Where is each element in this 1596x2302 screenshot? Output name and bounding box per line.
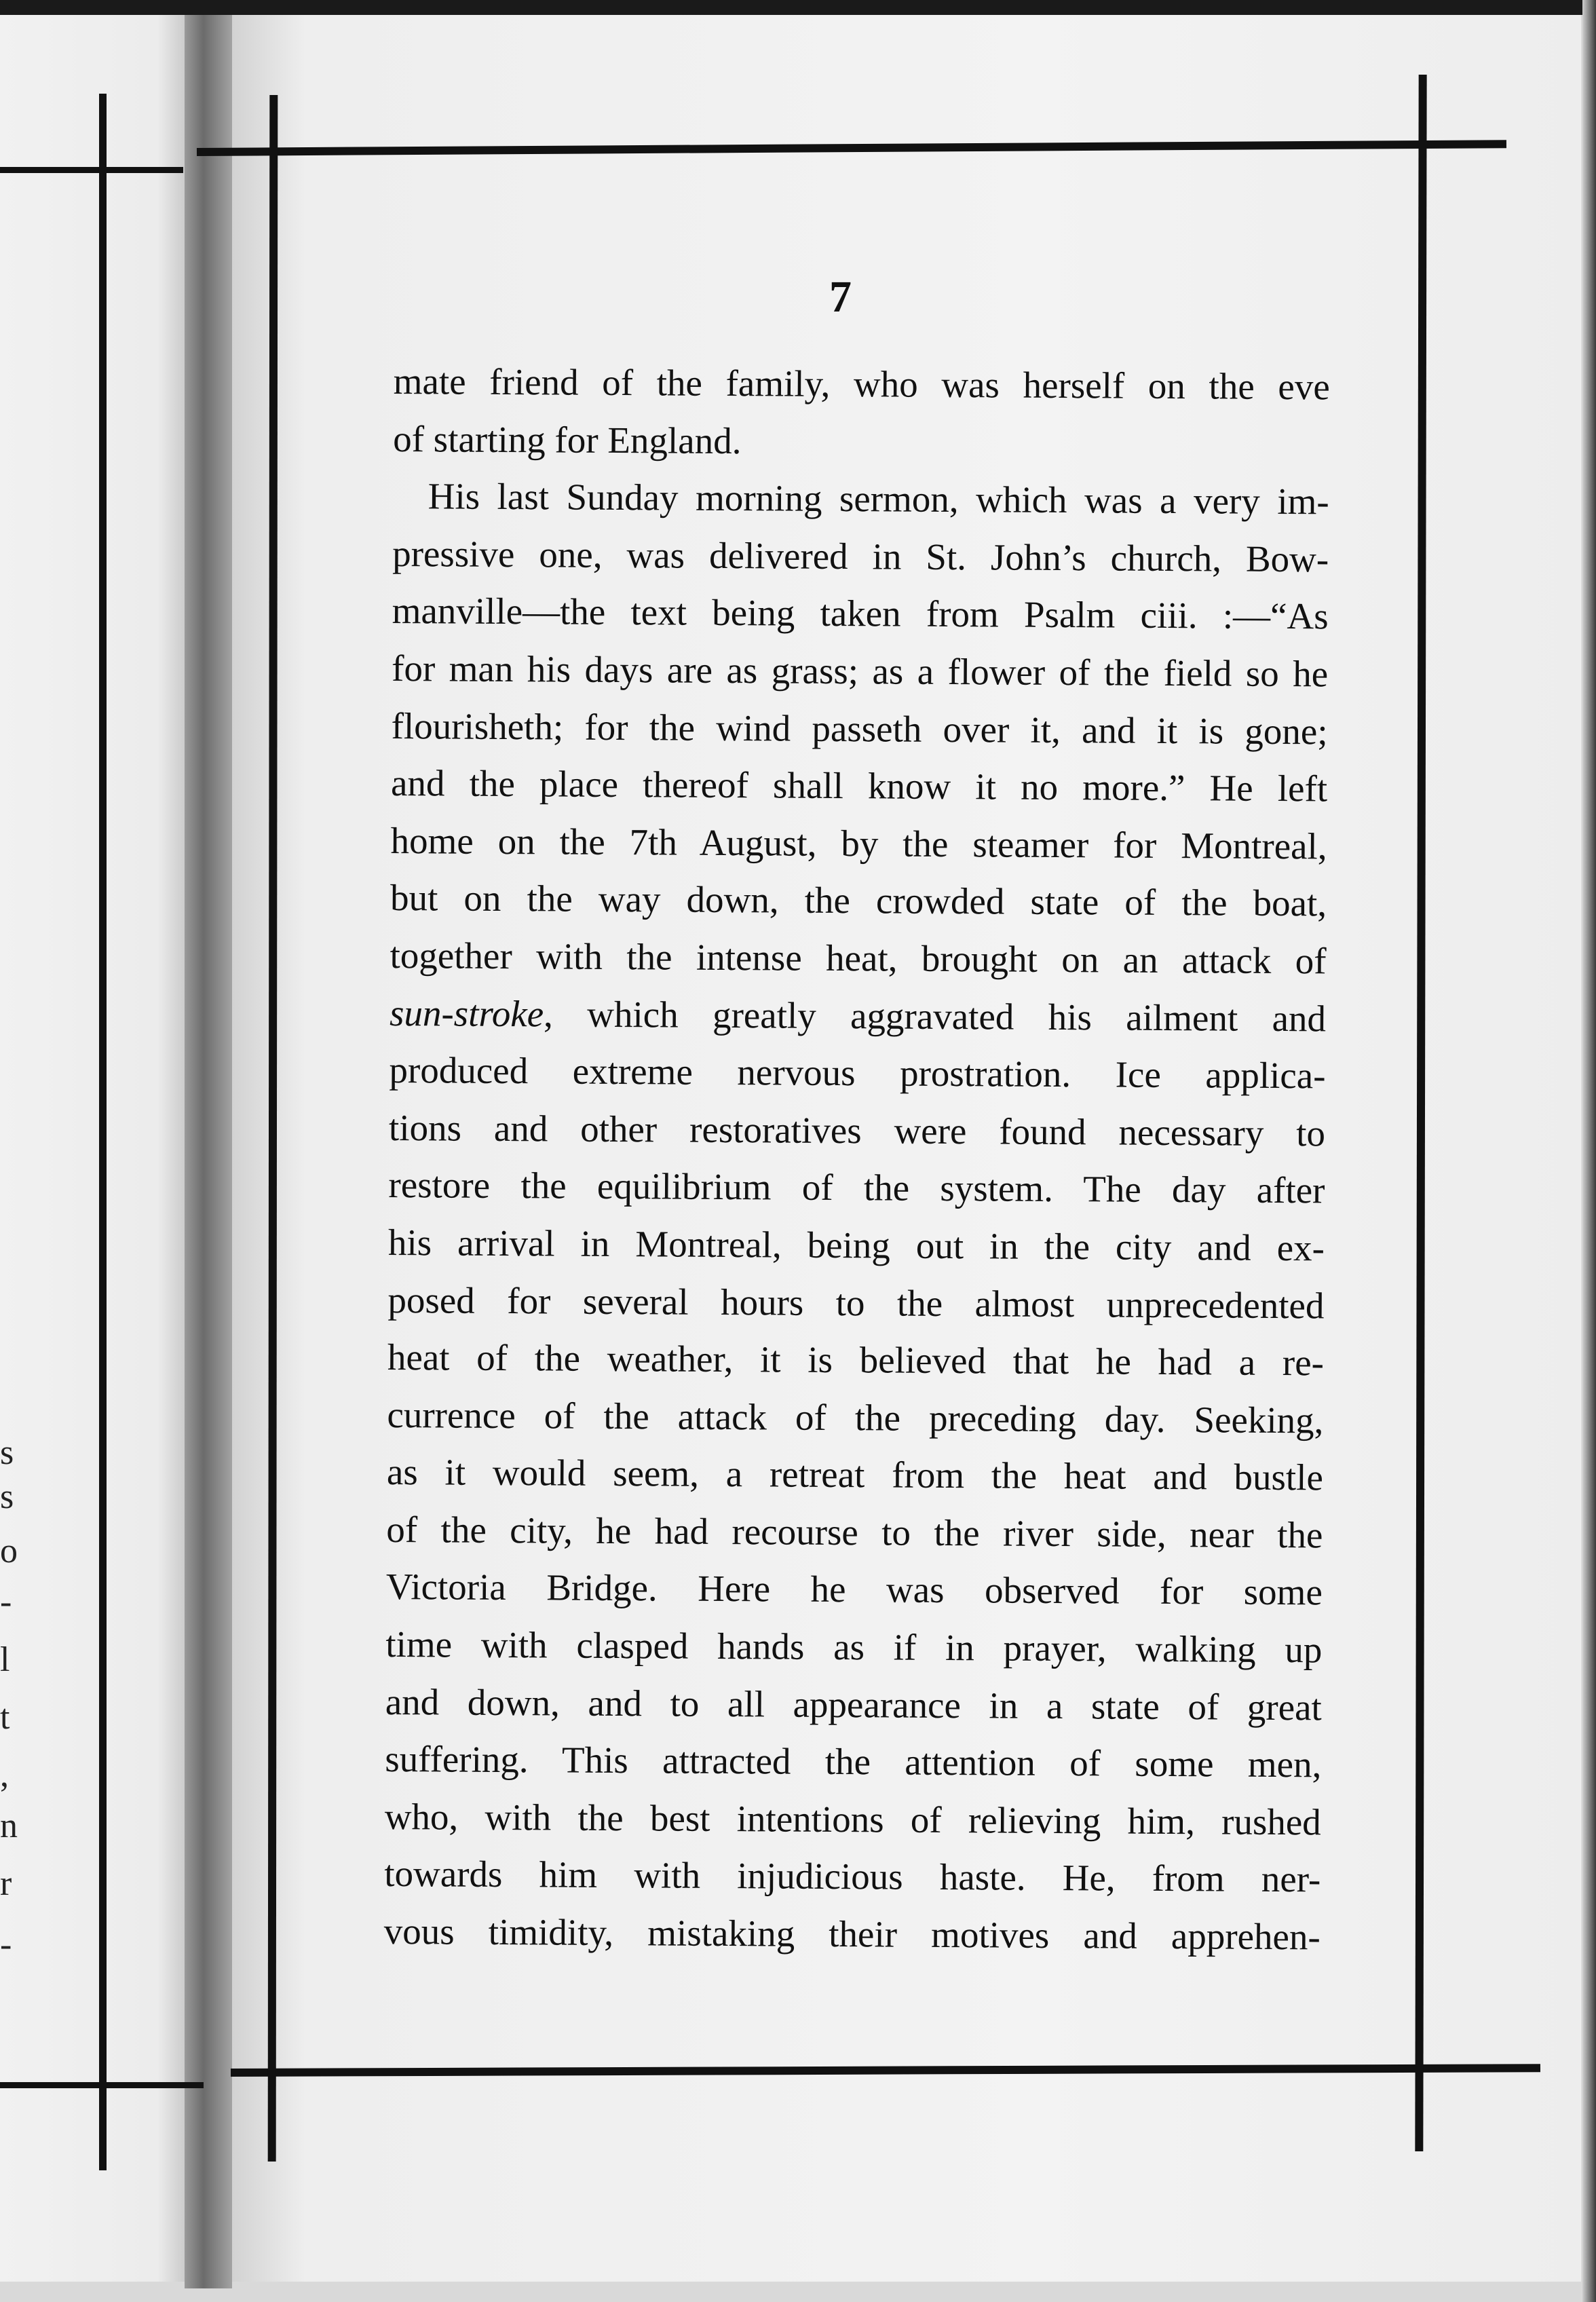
text-line: his arrival in Montreal, being out in the city and ex-: [387, 1221, 1325, 1269]
margin-fragment: n: [0, 1807, 18, 1845]
text-line: flourisheth; for the wind passeth over it, and it is gone;: [391, 704, 1328, 752]
text-line: heat of the weather, it is believed that he had a re-: [387, 1336, 1325, 1384]
text-line: vous timidity, mistaking their motives and apprehen-: [383, 1910, 1320, 1958]
text-line: and down, and to all appearance in a state of great: [385, 1680, 1323, 1729]
text-line: His last Sunday morning sermon, which was a very im-: [428, 475, 1329, 523]
left-page-top-rule: [0, 167, 183, 173]
text-line: who, with the best intentions of relieving him, rushed: [384, 1795, 1321, 1843]
text-line: posed for several hours to the almost unprecedented: [387, 1279, 1325, 1326]
text-line: of the city, he had recourse to the river side, near the: [386, 1508, 1323, 1556]
text-line: restore the equilibrium of the system. The day after: [388, 1164, 1325, 1211]
margin-fragment: t: [0, 1698, 10, 1737]
text-line: mate friend of the family, who was herself on the eve: [393, 360, 1330, 408]
text-line: as it would seem, a retreat from the heat and bustle: [386, 1451, 1324, 1498]
margin-fragment: ,: [0, 1756, 9, 1794]
text-line: currence of the attack of the preceding day. Seeking,: [387, 1393, 1324, 1441]
text-line: together with the intense heat, brought on an attack of: [390, 934, 1327, 982]
margin-fragment: s: [0, 1433, 14, 1472]
text-line: time with clasped hands as if in prayer, walking up: [385, 1623, 1323, 1671]
left-page-vertical-rule: [99, 94, 107, 2170]
page-gutter: [185, 15, 232, 2288]
margin-fragment: l: [0, 1640, 10, 1679]
margin-fragment: -: [0, 1925, 12, 1964]
page-number: 7: [829, 272, 852, 322]
italic-word: sun-stroke: [389, 992, 544, 1034]
text-line: of starting for England.: [393, 417, 742, 461]
left-facing-page: [0, 15, 197, 2282]
margin-fragment: -: [0, 1583, 12, 1621]
margin-fragment: r: [0, 1864, 12, 1903]
text-line: Victoria Bridge. Here he was observed for some: [385, 1566, 1323, 1613]
text-line: but on the way down, the crowded state of the boat,: [390, 877, 1327, 924]
text-line: towards him with injudicious haste. He, from ner-: [384, 1853, 1321, 1900]
text-line: pressive one, was delivered in St. John’s church, Bow-: [392, 532, 1329, 580]
text-line: suffering. This attracted the attention of some men,: [385, 1738, 1322, 1786]
body-text: [384, 353, 1330, 1966]
text-line: tions and other restoratives were found necessary to: [388, 1106, 1326, 1154]
text-line: manville—the text being taken from Psalm ciii. :—“As: [392, 590, 1329, 637]
scan-edge-top: [0, 0, 1596, 15]
text-line: home on the 7th August, by the steamer for Montreal,: [390, 819, 1327, 867]
margin-fragment: o: [0, 1532, 18, 1570]
margin-fragment: s: [0, 1477, 14, 1516]
text-line: produced extreme nervous prostration. Ice applica-: [389, 1049, 1326, 1097]
text-line: for man his days are as grass; as a flower of the field so he: [391, 647, 1329, 695]
text-line-italic-start: sun-stroke, which greatly aggravated his ailment and: [389, 992, 1327, 1039]
text-line: and the place thereof shall know it no more.” He left: [390, 762, 1328, 810]
scan-edge-right: [1582, 0, 1596, 2302]
